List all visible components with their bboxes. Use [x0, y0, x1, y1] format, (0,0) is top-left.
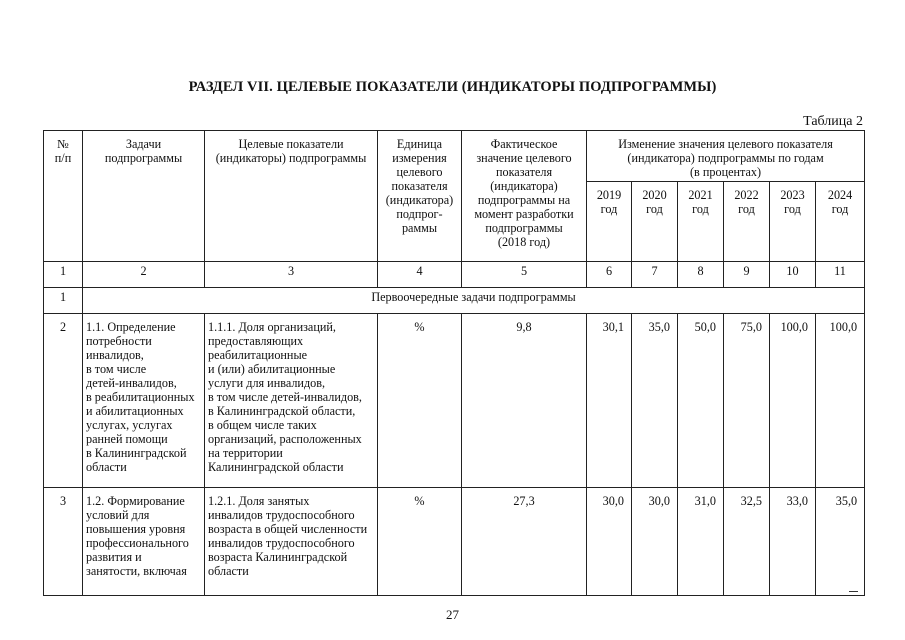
row-value-2024: 35,0	[816, 488, 865, 596]
row-value-2023: 100,0	[770, 314, 816, 488]
column-number: 7	[632, 262, 678, 288]
row-num: 3	[44, 488, 83, 596]
column-number: 3	[205, 262, 378, 288]
column-number: 2	[83, 262, 205, 288]
row-indicator: 1.2.1. Доля занятых инвалидов трудоспособного возраста в общей численности инвалидов трудоспособного возраста Калининградской области	[205, 488, 378, 596]
row-value-2022: 32,5	[724, 488, 770, 596]
header-unit: Единица измерения целевого показателя (индикатора) подпрог- раммы	[378, 131, 462, 262]
page-number: 27	[446, 607, 459, 622]
header-year-2020: 2020 год	[632, 182, 678, 262]
scan-mark	[849, 591, 858, 592]
header-num: № п/п	[44, 131, 83, 262]
row-value-2022: 75,0	[724, 314, 770, 488]
column-number: 8	[678, 262, 724, 288]
table-row	[44, 314, 865, 488]
row-value-2021: 31,0	[678, 488, 724, 596]
indicators-table	[43, 130, 865, 596]
row-indicator: 1.1.1. Доля организаций, предоставляющих реабилитационные и (или) абилитационные услуги для инвалидов, в том числе детей-инвалидов, в Калининградской области, в общем числе таких организаций, расположенных на территории Калининградской области	[205, 314, 378, 488]
section-label: Первоочередные задачи подпрограммы	[83, 288, 865, 314]
row-value-2020: 30,0	[632, 488, 678, 596]
row-value-2024: 100,0	[816, 314, 865, 488]
header-indicators: Целевые показатели (индикаторы) подпрограммы	[205, 131, 378, 262]
column-number: 9	[724, 262, 770, 288]
row-value-2023: 33,0	[770, 488, 816, 596]
row-value-2019: 30,0	[587, 488, 632, 596]
header-year-2024: 2024 год	[816, 182, 865, 262]
section-row	[44, 288, 865, 314]
row-unit: %	[378, 488, 462, 596]
header-year-2019: 2019 год	[587, 182, 632, 262]
row-task: 1.2. Формирование условий для повышения уровня профессионального развития и занятости, включая	[83, 488, 205, 596]
row-num: 2	[44, 314, 83, 488]
column-number: 11	[816, 262, 865, 288]
row-value-2020: 35,0	[632, 314, 678, 488]
table-label: Таблица 2	[803, 114, 863, 129]
row-actual: 27,3	[462, 488, 587, 596]
column-number: 5	[462, 262, 587, 288]
header-year-2021: 2021 год	[678, 182, 724, 262]
header-actual: Фактическое значение целевого показателя (индикатора) подпрограммы на момент разработки подпрограммы (2018 год)	[462, 131, 587, 262]
row-value-2019: 30,1	[587, 314, 632, 488]
row-unit: %	[378, 314, 462, 488]
header-year-2023: 2023 год	[770, 182, 816, 262]
column-number-row	[44, 262, 865, 288]
header-tasks: Задачи подпрограммы	[83, 131, 205, 262]
header-year-2022: 2022 год	[724, 182, 770, 262]
section-num: 1	[44, 288, 83, 314]
column-number: 10	[770, 262, 816, 288]
column-number: 6	[587, 262, 632, 288]
row-task: 1.1. Определение потребности инвалидов, в том числе детей-инвалидов, в реабилитационных и абилитационных услугах, услугах ранней помощи в Калининградской области	[83, 314, 205, 488]
header-change: Изменение значения целевого показателя (индикатора) подпрограммы по годам (в процентах)	[587, 131, 865, 182]
row-value-2021: 50,0	[678, 314, 724, 488]
table-row	[44, 488, 865, 596]
header-row	[44, 131, 865, 182]
row-actual: 9,8	[462, 314, 587, 488]
column-number: 4	[378, 262, 462, 288]
column-number: 1	[44, 262, 83, 288]
section-title: РАЗДЕЛ VII. ЦЕЛЕВЫЕ ПОКАЗАТЕЛИ (ИНДИКАТОРЫ ПОДПРОГРАММЫ)	[188, 79, 717, 95]
